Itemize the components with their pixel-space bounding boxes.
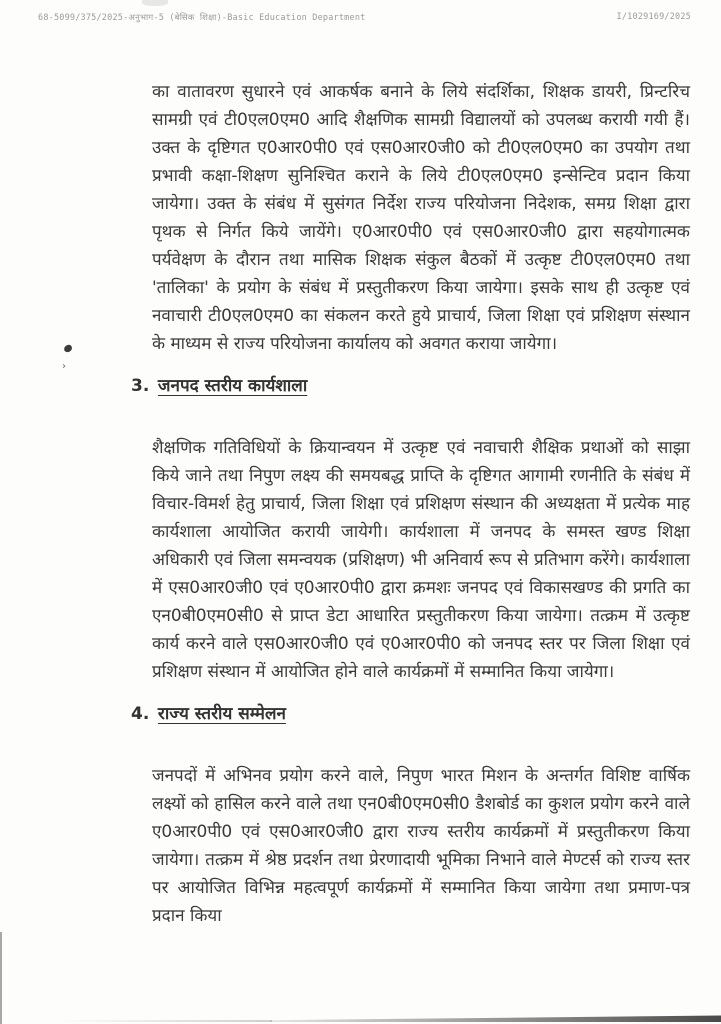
file-number: 68-5099/375/2025-अनुभाग-5 (बेसिक शिक्षा)-Basic Education Department	[38, 13, 366, 23]
scan-edge-bottom-shadow	[270, 1014, 721, 1022]
paragraph-state-conference: जनपदों में अभिनव प्रयोग करने वाले, निपुण भारत मिशन के अन्तर्गत विशिष्ट वार्षिक लक्ष्यों को हासिल करने वाले तथा एन0बी0एम0सी0 डैशबोर्ड का कुशल प्रयोग करने वाले ए0आर0पी0 एवं एस0आर0जी0 द्वारा राज्य स्तरीय कार्यक्रमों में प्रस्तुतीकरण किया जायेगा। तत्क्रम में श्रेष्ठ प्रदर्शन तथा प्रेरणादायी भूमिका निभाने वाले मेण्टर्स को राज्य स्तर पर आयोजित विभिन्न महत्वपूर्ण कार्यक्रमों में सम्मानित किया जायेगा तथा प्रमाण-पत्र प्रदान किया	[152, 766, 690, 926]
section-title-district-workshop: जनपद स्तरीय कार्यशाला	[157, 376, 308, 396]
section-heading-3	[131, 372, 690, 400]
section-number: 4.	[131, 704, 150, 724]
receipt-number: I/1029169/2025	[616, 12, 691, 22]
paragraph-district-workshop: शैक्षणिक गतिविधियों के क्रियान्वयन में उत्कृष्ट एवं नवाचारी शैक्षिक प्रथाओं को साझा किये जाने तथा निपुण लक्ष्य की समयबद्ध प्राप्ति के दृष्टिगत आगामी रणनीति के संबंध में विचार-विमर्श हेतु प्राचार्य, जिला शिक्षा एवं प्रशिक्षण संस्थान की अध्यक्षता में प्रत्येक माह कार्यशाला आयोजित करायी जायेगी। कार्यशाला में जनपद के समस्त खण्ड शिक्षा अधिकारी एवं जिला समन्वयक (प्रशिक्षण) भी अनिवार्य रूप से प्रतिभाग करेंगे। कार्यशाला में एस0आर0जी0 एवं ए0आर0पी0 द्वारा क्रमशः जनपद एवं विकासखण्ड की प्रगति का एन0बी0एम0सी0 से प्राप्त डेटा आधारित प्रस्तुतीकरण किया जायेगा। तत्क्रम में उत्कृष्ट कार्य करने वाले एस0आर0जी0 एवं ए0आर0पी0 को जनपद स्तर पर जिला शिक्षा एवं प्रशिक्षण संस्थान में आयोजित होने वाले कार्यक्रमों में सम्मानित किया जायेगा।	[152, 438, 690, 682]
ink-smudge	[63, 344, 72, 353]
document-body	[131, 78, 690, 936]
eoffice-header	[38, 12, 691, 23]
scan-smudge-top	[142, 0, 168, 6]
section-heading-4	[131, 700, 690, 728]
scan-edge-bottom-faint	[60, 1020, 272, 1022]
scan-edge-left-line	[0, 932, 2, 1024]
section-title-state-conference: राज्य स्तरीय सम्मेलन	[157, 704, 286, 724]
ink-speck: ›	[62, 361, 66, 372]
section-number: 3.	[131, 376, 150, 396]
paragraph-tlm-continuation: का वातावरण सुधारने एवं आकर्षक बनाने के लिये संदर्शिका, शिक्षक डायरी, प्रिन्टरिच सामग्री एवं टी0एल0एम0 आदि शैक्षणिक सामग्री विद्यालयों को उपलब्ध करायी गयी हैं। उक्त के दृष्टिगत ए0आर0पी0 एवं एस0आर0जी0 को टी0एल0एम0 का उपयोग तथा प्रभावी कक्षा-शिक्षण सुनिश्चित कराने के लिये टी0एल0एम0 इन्सेन्टिव प्रदान किया जायेगा। उक्त के संबंध में सुसंगत निर्देश राज्य परियोजना निदेशक, समग्र शिक्षा द्वारा पृथक से निर्गत किये जायेंगे। ए0आर0पी0 एवं एस0आर0जी0 द्वारा सहयोगात्मक पर्यवेक्षण के दौरान तथा मासिक शिक्षक संकुल बैठकों में उत्कृष्ट टी0एल0एम0 तथा 'तालिका' के प्रयोग के संबंध में प्रस्तुतीकरण किया जायेगा। इसके साथ ही उत्कृष्ट एवं नवाचारी टी0एल0एम0 का संकलन करते हुये प्राचार्य, जिला शिक्षा एवं प्रशिक्षण संस्थान के माध्यम से राज्य परियोजना कार्यालय को अवगत कराया जायेगा।	[152, 82, 690, 354]
